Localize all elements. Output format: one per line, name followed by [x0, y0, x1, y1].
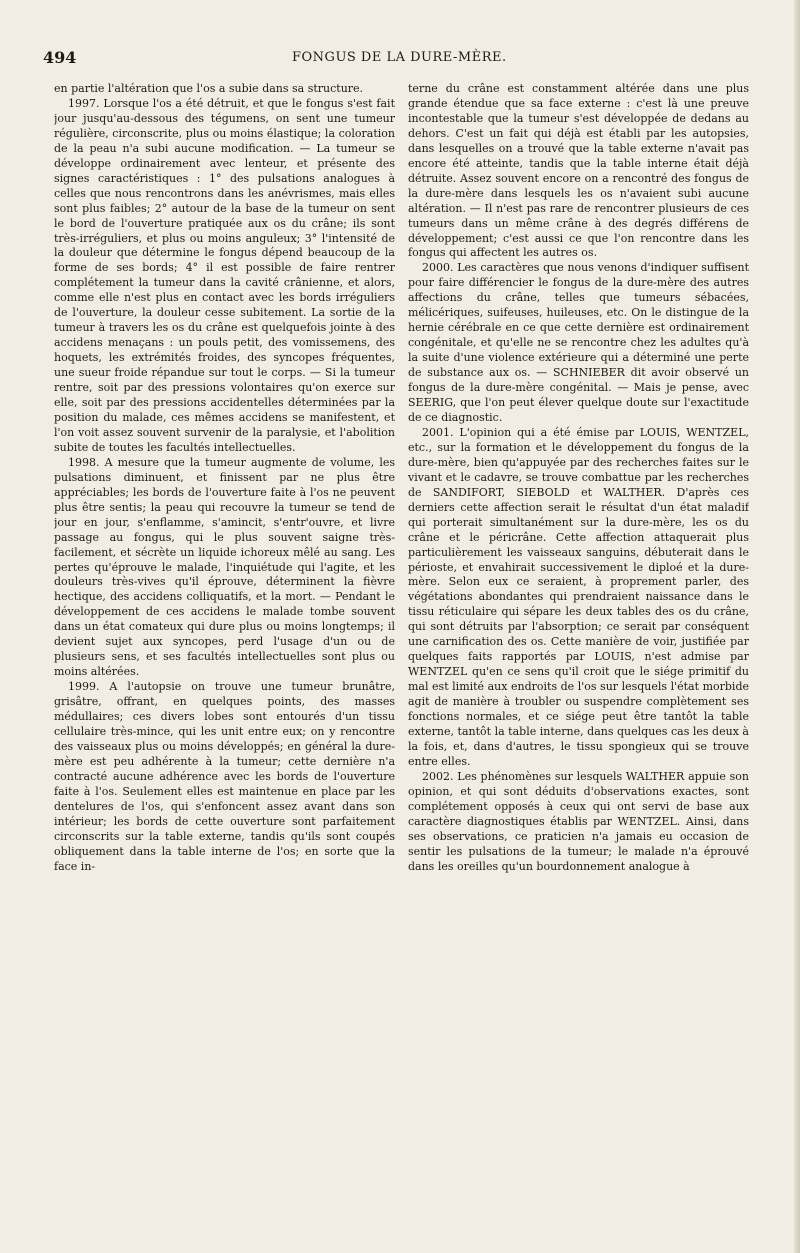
paragraph: 2001. L'opinion qui a été émise par LOUIS, WENTZEL, etc., sur la formation et le développement du fongus de la dure-mère, bien qu'appuyée par des recherches faites sur le vivant et le cadavre, se trouve combattue par les recherches de SANDIFORT, SIEBOLD et WALTHER. D'après ces derniers cette affection serait le résultat d'un état maladif qui porterait simultanément sur la dure-mère, les os du crâne et le péricrâne. Cette affection attaquerait plus particulièrement les vaisseaux sanguins, débuterait dans le périoste, et envahirait successivement le diploé et la dure-mère. Selon eux ce seraient, à proprement parler, des végétations abondantes qui prendraient naissance dans le tissu réticulaire qui sépare les deux tables des os du crâne, qui sont détruits par l'absorption; ce serait par conséquent une carnification des os. Cette manière de voir, justifiée par quelques faits rapportés par LOUIS, n'est admise par WENTZEL qu'en ce sens qu'il croit que le siége primitif du mal est limité aux endroits de l'os sur lesquels l'état morbide agit de manière à troubler ou suspendre complètement ses fonctions normales, et ce siége peut être tantôt la table externe, tantôt la table interne, dans quelques cas les deux à la fois, et, dans d'autres, le tissu spongieux qui se trouve entre elles. — [408, 425, 749, 768]
text-column-right — [408, 82, 749, 1242]
paragraph: 2000. Les caractères que nous venons d'indiquer suffisent pour faire différencier le fongus de la dure-mère des autres affections du crâne, telles que tumeurs sébacées, mélicériques, suifeuses, huileuses, etc. On le distingue de la hernie cérébrale en ce que cette dernière est ordinairement congénitale, et qu'elle ne se rencontre chez les adultes qu'à la suite d'une violence extérieure qui a déterminé une perte de substance aux os. — SCHNIEBER dit avoir observé un fongus de la dure-mère congénital. — Mais je pense, avec SEERIG, que l'on peut élever quelque doute sur l'exactitude de ce diagnostic. — [408, 261, 749, 424]
page-header — [0, 28, 800, 68]
paragraph: 2002. Les phénomènes sur lesquels WALTHER appuie son opinion, et qui sont déduits d'observations exactes, sont complétement opposés à ceux qui ont servi de base aux caractère diagnostiques établis par WENTZEL. Ainsi, dans ses observations, ce praticien n'a jamais eu occasion de sentir les pulsations de la tumeur; le malade n'a éprouvé dans les oreilles qu'un bourdonnement analogue à — [408, 769, 749, 873]
paragraph: en partie l'altération que l'os a subie dans sa structure. — [54, 82, 364, 95]
paragraph: 1998. A mesure que la tumeur augmente de volume, les pulsations diminuent, et finissent par ne plus être appréciables; les bords de l'ouverture faite à l'os ne peuvent plus être sentis; la peau qui recouvre la tumeur se tend de jour en jour, s'enflamme, s'amincit, s'entr'ouvre, et livre passage au fongus, qui le plus souvent saigne très-facilement, et sécrète un liquide ichoreux mêlé au sang. Les pertes qu'éprouve le malade, l'inquiétude qui l'agite, et les douleurs très-vives qu'il éprouve, déterminent la fièvre hectique, des accidens colliquatifs, et la mort. — Pendant le développement de ces accidens le malade tombe souvent dans un état comateux qui dure plus ou moins longtemps; il devient sujet aux syncopes, perd l'usage d'un ou de plusieurs sens, et ses facultés intellectuelles sont plus ou moins altérées. — [54, 455, 395, 679]
page-edge — [794, 0, 800, 1253]
paragraph: terne du crâne est constamment altérée dans une plus grande étendue que sa face externe : c'est là une preuve incontestable que la tumeur s'est développée de dedans au dehors. C'est un fait qui déjà est établi par les autopsies, dans lesquelles on a trouvé que la table externe n'avait pas encore été atteinte, tandis que la table interne était déjà détruite. Assez souvent encore on a rencontré des fongus de la dure-mère dans lesquels les os n'avaient subi aucune altération. — Il n'est pas rare de rencontrer plusieurs de ces tumeurs dans un même crâne à des degrés différens de développement; c'est aussi ce que l'on rencontre dans les fongus qui affectent les autres os. — [408, 82, 749, 260]
paragraph: 1997. Lorsque l'os a été détruit, et que le fongus s'est fait jour jusqu'au-dessous des tégumens, on sent une tumeur régulière, circonscrite, plus ou moins élastique; la coloration de la peau n'a subi aucune modification. — La tumeur se développe ordinairement avec lenteur, et présente des signes caractéristiques : 1° des pulsations analogues à celles que nous rencontrons dans les anévrismes, mais elles sont plus faibles; 2° autour de la base de la tumeur on sent le bord de l'ouverture pratiquée aux os du crâne; ils sont très-irréguliers, et plus ou moins anguleux; 3° l'intensité de la douleur que détermine le fongus dépend beaucoup de la forme de ses bords; 4° il est possible de faire rentrer complétement la tumeur dans la cavité crânienne, et alors, comme elle n'est plus en contact avec les bords irréguliers de l'ouverture, la douleur cesse subitement. La sortie de la tumeur à travers les os du crâne est quelquefois jointe à des accidens menaçans : un pouls petit, des vomissemens, des hoquets, les extrémités froides, des syncopes fréquentes, une sueur froide répandue sur tout le corps. — Si la tumeur rentre, soit par des pressions volontaires qu'on exerce sur elle, soit par des pressions accidentelles déterminées par la position du malade, ces mêmes accidens se manifestent, et l'on voit assez souvent survenir de la paralysie, et l'abolition subite de toutes les facultés intellectuelles. — [54, 96, 395, 454]
paragraph: 1999. A l'autopsie on trouve une tumeur brunâtre, grisâtre, offrant, en quelques points, des masses médullaires; ces divers lobes sont entourés d'un tissu cellulaire très-mince, qui les unit entre eux; on y rencontre des vaisseaux plus ou moins développés; en général la dure-mère est peu adhérente à la tumeur; cette dernière n'a contracté aucune adhérence avec les bords de l'ouverture faite à l'os. Seulement elles est maintenue en place par les dentelures de l'os, qui s'enfoncent assez avant dans son intérieur; les bords de cette ouverture sont parfaitement circonscrits sur la table externe, tandis qu'ils sont coupés obliquement dans la table interne de l'os; en sorte que la face in- — [54, 680, 395, 873]
running-title: FONGUS DE LA DURE-MÈRE. — [292, 50, 507, 65]
page-number: 494 — [43, 48, 77, 67]
text-column-left — [54, 82, 395, 1242]
